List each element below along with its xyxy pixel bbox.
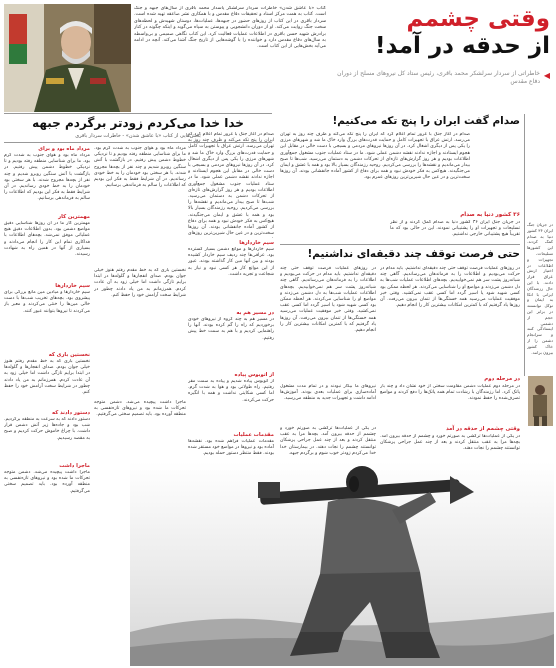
mid-section-2-title: در مسیر هم به bbox=[236, 310, 274, 316]
hero-subtitle-wrap bbox=[332, 70, 550, 86]
mid-section-2-body: در مسیر هم به چند گروه از نیروهای خودی برخوردیم که راه را گم کرده بودند. آنها را راهنمایی کردیم و با هم به سمت خط پیش رفتیم. bbox=[188, 317, 274, 341]
left-section-6-title: ماجرا داشت bbox=[59, 463, 90, 469]
mid-section-3-body: از اتوبوس پیاده شدیم و پیاده به سمت مقر رفتیم. راه طولانی بود و هوا به شدت گرم. اما کسی شکایتی نداشت و همه با انگیزه حرکت می‌کردند. bbox=[188, 379, 274, 403]
soldier-rpg-photo bbox=[130, 462, 554, 666]
left-section-5-title: دستور دادند که bbox=[52, 410, 90, 416]
right-section-1-col2: نیروهای ما بیکار نبودند و در تمام مدت مشغول آماده‌سازی برای عملیات بعدی بودند. آموزش‌ها ادامه داشت و تجهیزات جدید به منطقه می‌رسید. bbox=[280, 384, 376, 402]
side-note: در جریان جنگ ایران ۳۶ کشور دنیا به صدام کمک کردند. این کشورها تسلیحات، تجهیزات و اطلاعات در اختیار ارتش عراق قرار دادند. با این حال رزمندگان ایرانی با اتکا به ایمان و توکل توانستند در برابر این حجم از دشمنی ایستادگی کنند و سرانجام دشمن را از خاک کشور بیرون برانند. bbox=[527, 222, 553, 355]
article-2-title: ۳۶ کشور دنیا به صدام bbox=[460, 212, 520, 218]
left-section-2-body: مهمترین کار ما در آن روزها شناسایی دقیق مواضع دشمن بود. بدون اطلاعات دقیق هیچ عملیاتی موفق نمی‌شد. بچه‌های اطلاعات با فداکاری تمام این کار را انجام می‌دادند و بسیاری از آنها در همین راه به شهادت رسیدند. bbox=[4, 221, 90, 258]
mid-section-4-title: مقدمات عملیات bbox=[233, 432, 274, 438]
article-2-body: در جریان جنگ ایران ۳۶ کشور دنیا به صدام کمک کردند و از نظر تسلیحات و تجهیزات او را پشتیبانی نمودند. این در حالی بود که ما تقریباً هیچ پشتیبانی خارجی نداشتیم. bbox=[390, 220, 520, 238]
left-section-6-body: ماجرا داشت پیچیده می‌شد. دشمن متوجه تحرکات ما شده بود و نیروهای تازه‌نفسی به منطقه آورده بود. باید تصمیم سختی می‌گرفتیم. bbox=[4, 470, 90, 494]
left-section-3-body: سیم خاردارها و میادین مین مانع بزرگی برای پیشروی بود. بچه‌های تخریب شب‌ها با دست خالی مین‌ها را خنثی می‌کردند و معبر باز می‌کردند تا نیروها بتوانند عبور کنند. bbox=[4, 290, 90, 314]
hero-arrow-icon: ◀ bbox=[543, 71, 550, 80]
col-b-text-2: نخستین باری که به خط مقدم رفتم هنوز خیلی جوان بودم. صدای انفجارها و گلوله‌ها در ابتدا برایم تازگی داشت اما خیلی زود به آن عادت کردم. همرزمانم به من یاد دادند چطور در شرایط سخت آرامش خود را حفظ کنم. bbox=[94, 268, 186, 298]
mid-section-4-body: مقدمات عملیات فراهم شده بود. نقشه‌ها آماده بود و نیروها در مواضع خود مستقر شده بودند. فقط منتظر دستور حمله بودیم. bbox=[188, 439, 274, 457]
left-section-2-title: مهمترین کار bbox=[58, 214, 90, 220]
left-section-5-body: دستور دادند که به سرعت به منطقه برگردیم. شب بود و جاده‌ها زیر آتش دشمن قرار داشت. با چراغ خاموش حرکت کردیم و صبح به مقصد رسیدیم. bbox=[4, 417, 90, 441]
hero-title bbox=[330, 6, 550, 60]
right-section-1-title: در مرحله دوم bbox=[484, 376, 520, 382]
left-section-3-title: سیم خاردارها bbox=[55, 283, 90, 289]
article-1-title: صدام گفت ایران را پنج تکه می‌کنیم! bbox=[332, 115, 520, 127]
mid-section-1-title: سیم خاردارها bbox=[239, 240, 274, 246]
right-section-3-title: وقتی چشمم از حدقه در آمد bbox=[445, 426, 520, 432]
portrait-photo bbox=[4, 4, 131, 112]
article-1-col2: صدام در آغاز جنگ با غرور تمام اعلام کرد که ایران را پنج تکه می‌کند و ظرف چند روز به تهران می‌رسد. ارتش عراق با تجهیزات کامل و حمایت قدرت‌های بزرگ وارد خاک ما شد و شهرهای مرزی را یکی پس از دیگری اشغال کرد. در آن روزها نیروهای مردمی و بسیجی با دست خالی در مقابل این هجوم ایستادند و اجازه ندادند نقشه دشمن عملی شود. ما در ستاد عملیات جنوب مشغول جمع‌آوری اطلاعات بودیم و هر روز گزارش‌های تازه‌ای از تحرکات دشمن به دستمان می‌رسید. شب‌ها تا صبح بیدار می‌ماندیم و نقشه‌ها را بررسی می‌کردیم. روحیه رزمندگان بسیار بالا بود و همه با عشق و ایمان می‌جنگیدند. هیچ‌کس به فکر خودش نبود و همه برای دفاع از کشور آماده جانفشانی بودند. آن روزها سخت‌ترین و در عین حال شیرین‌ترین روزهای bbox=[188, 132, 274, 237]
article-3-col2: در روزهای عملیات فرصت توقف حتی چند دقیقه‌ای نداشتیم. باید مدام در حرکت می‌بودیم و اطلاعات را به فرماندهان می‌رساندیم. گاهی چند شبانه‌روز پشت سر هم نمی‌خوابیدیم. بچه‌های اطلاعات عملیات شب‌ها به دل دشمن می‌زدند و مواضع او را شناسایی می‌کردند. هر لحظه ممکن بود کسی شهید شود یا اسیر گردد اما کسی عقب نمی‌کشید. وقتی خبر موفقیت عملیات می‌رسید همه خستگی‌ها از تنمان بیرون می‌رفت. آن روزها یاد گرفتیم که با کمترین امکانات بیشترین کار را انجام دهیم. bbox=[280, 266, 376, 334]
hero-intro: کتاب «با عاشق شدن» خاطرات سردار سرلشکر پاسدار محمد باقری از سال‌های جبهه و جنگ است. کتاب به همت مرکز اسناد و تحقیقات دفاع مقدس و با همکاری نشر صاعقه تهیه شده است. سردار باقری در این کتاب از روزهای حضور در جبهه‌ها، عملیات‌ها، دوستان شهیدش و لحظه‌های سخت جنگ روایت می‌کند. او از دوران دانشجویی و پیوستن به سپاه می‌گوید و اینکه چگونه در کنار برادرش شهید حسن باقری در اطلاعات عملیات فعالیت کرد. این کتاب نگاهی صمیمی و بی‌واسطه به سال‌های دفاع مقدس دارد و خواننده را با گوشه‌هایی از تاریخ جنگ آشنا می‌کند. آنچه در ادامه می‌آید بخش‌هایی از این کتاب است. bbox=[134, 6, 326, 50]
right-section-1-body: در مرحله دوم عملیات دشمن مقاومت سختی از خود نشان داد و چند بار پاتک کرد. اما رزمندگان با رشادت تمام همه پاتک‌ها را دفع کردند و مواضع تصرف‌شده را حفظ نمودند. bbox=[380, 384, 520, 402]
col-b-text-1: مرداد ماه بود و هوای جنوب به شدت گرم بود. ما برای شناسایی منطقه رفته بودیم و تا نزدیکی خطوط دشمن پیش رفتیم. در بازگشت با آتش سنگین روبرو شدیم و چند نفر از بچه‌ها مجروح شدند. با هر سختی بود خودمان را به خط خودی رساندیم. در آن شرایط فقط به فکر این بودیم که اطلاعات را سالم به فرماندهی برسانیم. bbox=[94, 146, 186, 189]
banner-byline: بخش‌هایی از کتاب «با عاشق شدن» - خاطرات سردار باقری bbox=[75, 133, 201, 139]
banner-title: خدا خدا می‌کردم زودتر برگردم جبهه bbox=[32, 116, 244, 130]
left-section-1-body: مرداد ماه بود و هوای جنوب به شدت گرم بود. ما برای شناسایی منطقه رفته بودیم و تا نزدیکی خطوط دشمن پیش رفتیم. در بازگشت با آتش سنگین روبرو شدیم و چند نفر از بچه‌ها مجروح شدند. با هر سختی بود خودمان را به خط خودی رساندیم. در آن شرایط فقط به فکر این بودیم که اطلاعات را سالم به فرماندهی برسانیم. bbox=[4, 153, 90, 202]
hero-subtitle: خاطراتی از سردار سرلشکر محمد باقری، رئیس ستاد کل نیروهای مسلح از دوران دفاع مقدس bbox=[337, 70, 540, 85]
hero-title-line2: از حدقه در آمد! bbox=[375, 33, 550, 59]
mid-section-1-body: سیم خاردارها و موانع دشمن بسیار گسترده بود. عراقی‌ها چند ردیف سیم خاردار کشیده بودند و بین آنها مین کار گذاشته بودند. عبور از این موانع کار هر کسی نبود و نیاز به شجاعت و تجربه داشت. bbox=[188, 247, 274, 277]
hero-title-line1: وقتی چشمم bbox=[406, 6, 550, 32]
right-section-3-body: در یکی از عملیات‌ها ترکشی به صورتم خورد و چشمم از حدقه بیرون آمد. بچه‌ها مرا به عقب منتقل کردند و بعد از چند عمل جراحی پزشکان توانستند چشمم را نجات دهند. bbox=[380, 434, 520, 452]
left-section-1-title: مرداد ماه بود و برای bbox=[38, 146, 90, 152]
article-1-body: صدام در آغاز جنگ با غرور تمام اعلام کرد که ایران را پنج تکه می‌کند و ظرف چند روز به تهران می‌رسد. ارتش عراق با تجهیزات کامل و حمایت قدرت‌های بزرگ وارد خاک ما شد و شهرهای مرزی را یکی پس از دیگری اشغال کرد. در آن روزها نیروهای مردمی و بسیجی با دست خالی در مقابل این هجوم ایستادند و اجازه ندادند نقشه دشمن عملی شود. ما در ستاد عملیات جنوب مشغول جمع‌آوری اطلاعات بودیم و هر روز گزارش‌های تازه‌ای از تحرکات دشمن به دستمان می‌رسید. شب‌ها تا صبح بیدار می‌ماندیم و نقشه‌ها را بررسی می‌کردیم. روحیه رزمندگان بسیار بالا بود و همه با عشق و ایمان می‌جنگیدند. هیچ‌کس به فکر خودش نبود و همه برای دفاع از کشور آماده جانفشانی بودند. آن روزها سخت‌ترین و در عین حال شیرین‌ترین روزهای عمرم بود. bbox=[280, 132, 470, 181]
article-3-title: حتی فرصت توقف چند دقیقه‌ای نداشتیم! bbox=[307, 248, 520, 260]
article-3-body: در روزهای عملیات فرصت توقف حتی چند دقیقه‌ای نداشتیم. باید مدام در حرکت می‌بودیم و اطلاعات را به فرماندهان می‌رساندیم. گاهی چند شبانه‌روز پشت سر هم نمی‌خوابیدیم. بچه‌های اطلاعات عملیات شب‌ها به دل دشمن می‌زدند و مواضع او را شناسایی می‌کردند. هر لحظه ممکن بود کسی شهید شود یا اسیر گردد اما کسی عقب نمی‌کشید. وقتی خبر موفقیت عملیات می‌رسید همه خستگی‌ها از تنمان بیرون می‌رفت. آن روزها یاد گرفتیم که با کمترین امکانات بیشترین کار را انجام دهیم. bbox=[380, 266, 520, 309]
soldier-rpg-illustration bbox=[130, 462, 554, 666]
col-b-text-3: ماجرا داشت پیچیده می‌شد. دشمن متوجه تحرکات ما شده بود و نیروهای تازه‌نفسی به منطقه آورده بود. باید تصمیم سختی می‌گرفتیم. bbox=[94, 400, 186, 418]
right-section-3-col2: در یکی از عملیات‌ها ترکشی به صورتم خورد و چشمم از حدقه بیرون آمد. بچه‌ها مرا به عقب منتقل کردند و بعد از چند عمل جراحی پزشکان توانستند چشمم را نجات دهند. در بیمارستان خدا خدا می‌کردم زودتر خوب شوم و برگردم جبهه. bbox=[280, 426, 376, 456]
article-3-rule bbox=[280, 244, 520, 245]
left-section-4-body: نخستین باری که به خط مقدم رفتم هنوز خیلی جوان بودم. صدای انفجارها و گلوله‌ها در ابتدا برایم تازگی داشت اما خیلی زود به آن عادت کردم. همرزمانم به من یاد دادند چطور در شرایط سخت آرامش خود را حفظ کنم. bbox=[4, 359, 90, 396]
mid-section-3-title: از اتوبوس پیاده bbox=[234, 372, 274, 378]
portrait-illustration bbox=[4, 4, 131, 112]
soldier-small-photo bbox=[528, 376, 553, 426]
soldier-small-illustration bbox=[528, 376, 553, 426]
side-note-rule bbox=[524, 114, 525, 376]
left-section-4-title: نخستین باری که bbox=[48, 352, 90, 358]
